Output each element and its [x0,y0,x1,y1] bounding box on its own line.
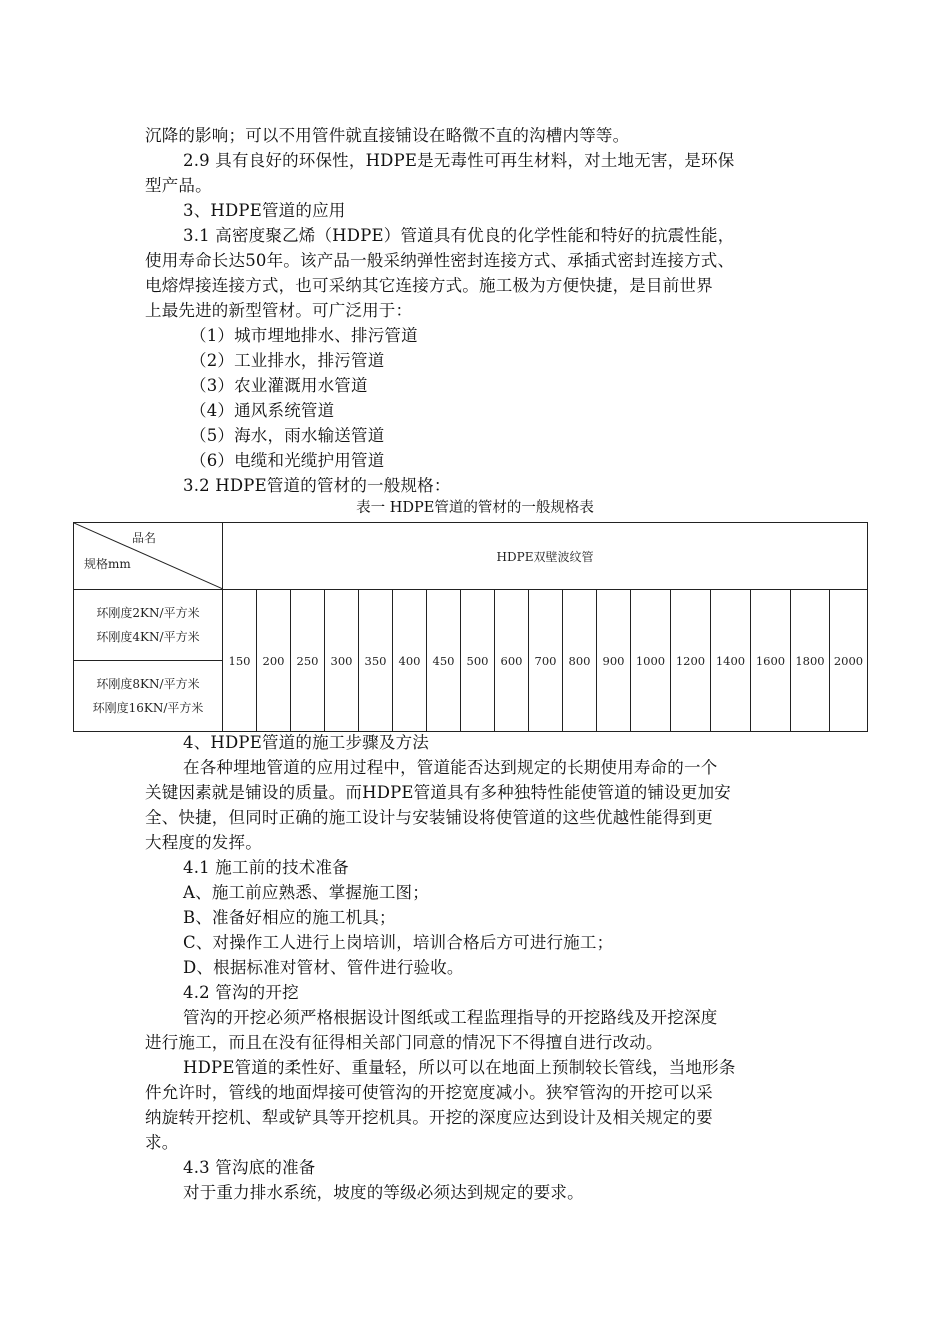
list-item: （3）农业灌溉用水管道 [190,376,368,395]
list-item: （6）电缆和光缆护用管道 [190,451,385,470]
size-cell: 2000 [830,590,868,732]
size-cell: 350 [359,590,393,732]
subsection-heading: 4.3 管沟底的准备 [183,1158,316,1177]
paragraph-line: 2.9 具有良好的环保性，HDPE是无毒性可再生材料，对土地无害，是环保 [183,151,735,170]
size-cell: 300 [325,590,359,732]
subsection-heading: 3.2 HDPE管道的管材的一般规格： [183,476,451,495]
list-item: （2）工业排水，排污管道 [190,351,385,370]
paragraph-line: 电熔焊接连接方式，也可采纳其它连接方式。施工极为方便快捷，是目前世界 [145,276,713,295]
paragraph-line: 使用寿命长达50年。该产品一般采纳弹性密封连接方式、承插式密封连接方式、 [145,251,735,270]
list-item: （1）城市埋地排水、排污管道 [190,326,418,345]
stiffness-label: 环刚度2KN/平方米 [96,606,200,620]
stiffness-label: 环刚度16KN/平方米 [92,701,204,715]
size-cell: 1000 [631,590,671,732]
list-item: C、对操作工人进行上岗培训，培训合格后方可进行施工； [183,933,614,952]
size-cell: 600 [495,590,529,732]
list-item: B、准备好相应的施工机具； [183,908,396,927]
stiffness-label: 环刚度8KN/平方米 [96,677,200,691]
size-cell: 150 [223,590,257,732]
size-cell: 1800 [791,590,830,732]
stiffness-label: 环刚度4KN/平方米 [96,630,200,644]
size-cell: 1400 [711,590,751,732]
list-item: D、根据标准对管材、管件进行验收。 [183,958,464,977]
section-heading: 4、HDPE管道的施工步骤及方法 [183,733,429,752]
paragraph-line: 上最先进的新型管材。可广泛用于： [145,301,413,320]
stiffness-row-label [74,661,223,732]
subsection-heading: 4.1 施工前的技术准备 [183,858,349,877]
subsection-heading: 4.2 管沟的开挖 [183,983,299,1002]
size-cell: 900 [597,590,631,732]
list-item: A、施工前应熟悉、掌握施工图； [183,883,429,902]
size-cell: 800 [563,590,597,732]
paragraph-line: 求。 [145,1133,179,1152]
paragraph-line: 3.1 高密度聚乙烯（HDPE）管道具有优良的化学性能和特好的抗震性能， [183,226,735,245]
size-cell: 400 [393,590,427,732]
paragraph-line: 大程度的发挥。 [145,833,262,852]
paragraph-line: 进行施工，而且在没有征得相关部门同意的情况下不得擅自进行改动。 [145,1033,663,1052]
paragraph-line: 全、快捷，但同时正确的施工设计与安装铺设将使管道的这些优越性能得到更 [145,808,713,827]
section-heading: 3、HDPE管道的应用 [183,201,346,220]
spec-table [73,522,868,732]
size-cell: 500 [461,590,495,732]
stiffness-row-label [74,590,223,661]
size-cell: 200 [257,590,291,732]
paragraph-line: 管沟的开挖必须严格根据设计图纸或工程监理指导的开挖路线及开挖深度 [183,1008,718,1027]
paragraph-line: 对于重力排水系统，坡度的等级必须达到规定的要求。 [183,1183,584,1202]
size-cell: 450 [427,590,461,732]
corner-header-cell [74,523,223,590]
list-item: （5）海水，雨水输送管道 [190,426,385,445]
list-item: （4）通风系统管道 [190,401,335,420]
size-cell: 1600 [751,590,791,732]
corner-top-label: 品名 [132,531,157,545]
size-cell: 700 [529,590,563,732]
corner-bottom-label: 规格mm [84,557,131,571]
paragraph-line: 在各种埋地管道的应用过程中，管道能否达到规定的长期使用寿命的一个 [183,758,718,777]
paragraph-line: 关键因素就是铺设的质量。而HDPE管道具有多种独特性能使管道的铺设更加安 [145,783,731,802]
table-caption: 表一 HDPE管道的管材的一般规格表 [356,500,594,516]
paragraph-line: 件允许时，管线的地面焊接可使管沟的开挖宽度减小。狭窄管沟的开挖可以采 [145,1083,713,1102]
size-cell: 1200 [671,590,711,732]
product-header: HDPE双壁波纹管 [223,523,868,590]
paragraph-line: 沉降的影响；可以不用管件就直接铺设在略微不直的沟槽内等等。 [145,126,630,145]
size-cell: 250 [291,590,325,732]
paragraph-line: 纳旋转开挖机、犁或铲具等开挖机具。开挖的深度应达到设计及相关规定的要 [145,1108,713,1127]
paragraph-line: HDPE管道的柔性好、重量轻，所以可以在地面上预制较长管线，当地形条 [183,1058,736,1077]
paragraph-line: 型产品。 [145,176,212,195]
